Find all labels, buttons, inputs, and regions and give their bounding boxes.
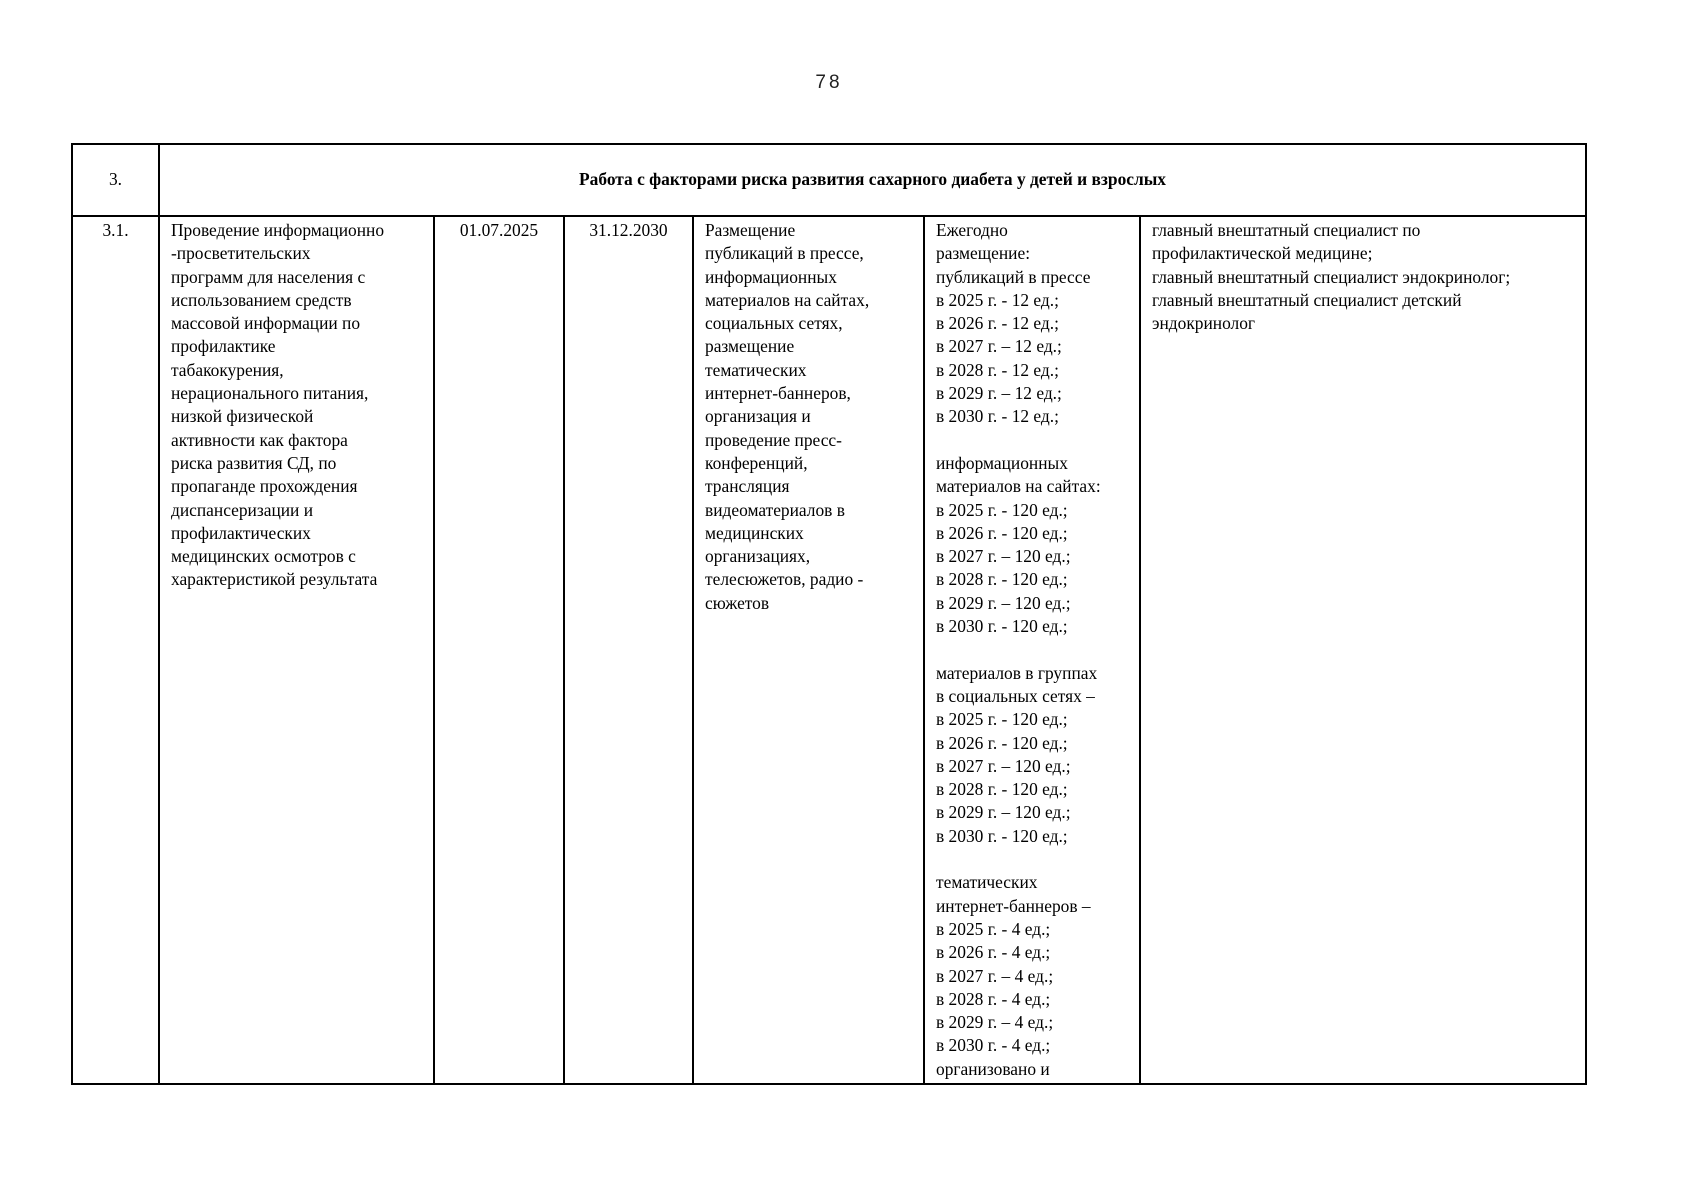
section-row: [72, 144, 1586, 216]
start-date-cell: [434, 216, 564, 1084]
result-text: Размещение публикаций в прессе, информационных материалов на сайтах, социальных сетях, размещение тематических интернет-баннеров, организация и проведение пресс- конференций, трансляция видеоматериалов в медицинских организациях, телесюжетов, радио - сюжетов: [705, 220, 870, 613]
page-number: 78: [815, 72, 843, 93]
result-cell: [693, 216, 924, 1084]
row-number-cell: [72, 216, 159, 1084]
responsible-cell: [1140, 216, 1586, 1084]
activity-cell: [159, 216, 434, 1084]
activities-table: [71, 143, 1587, 1085]
section-title: Работа с факторами риска развития сахарного диабета у детей и взрослых: [159, 144, 1586, 216]
section-number: 3.: [72, 144, 159, 216]
indicators-cell: [924, 216, 1140, 1084]
activity-text: Проведение информационно -просветительских программ для населения с использованием средств массовой информации по профилактике табакокурения, нерационального питания, низкой физической активности как фактора риска развития СД, по пропаганде прохождения диспансеризации и профилактических медицинских осмотров с характеристикой результата: [171, 220, 385, 590]
responsible-text: главный внештатный специалист по профилактической медицине; главный внештатный специалист эндокринолог; главный внештатный специалист детский эндокринолог: [1152, 220, 1511, 334]
row-number: 3.1.: [102, 220, 129, 240]
table-row: [72, 216, 1586, 1084]
indicators-text: Ежегодно размещение: публикаций в прессе в 2025 г. - 12 ед.; в 2026 г. - 12 ед.; в 2027 г. – 12 ед.; в 2028 г. - 12 ед.; в 2029 г. – 12 ед.; в 2030 г. - 12 ед.; информационных материалов на сайтах: в 2025 г. - 120 ед.; в 2026 г. - 120 ед.; в 2027 г. – 120 ед.; в 2028 г. - 120 ед.; в 2029 г. – 120 ед.; в 2030 г. - 120 ед.; материалов в группах в социальных сетях – в 2025 г. - 120 ед.; в 2026 г. - 120 ед.; в 2027 г. – 120 ед.; в 2028 г. - 120 ед.; в 2029 г. – 120 ед.; в 2030 г. - 120 ед.; тематических интернет-баннеров – в 2025 г. - 4 ед.; в 2026 г. - 4 ед.; в 2027 г. – 4 ед.; в 2028 г. - 4 ед.; в 2029 г. – 4 ед.; в 2030 г. - 4 ед.; организовано и: [936, 220, 1101, 1079]
start-date: 01.07.2025: [459, 220, 539, 240]
end-date-cell: [564, 216, 693, 1084]
end-date: 31.12.2030: [589, 220, 668, 240]
